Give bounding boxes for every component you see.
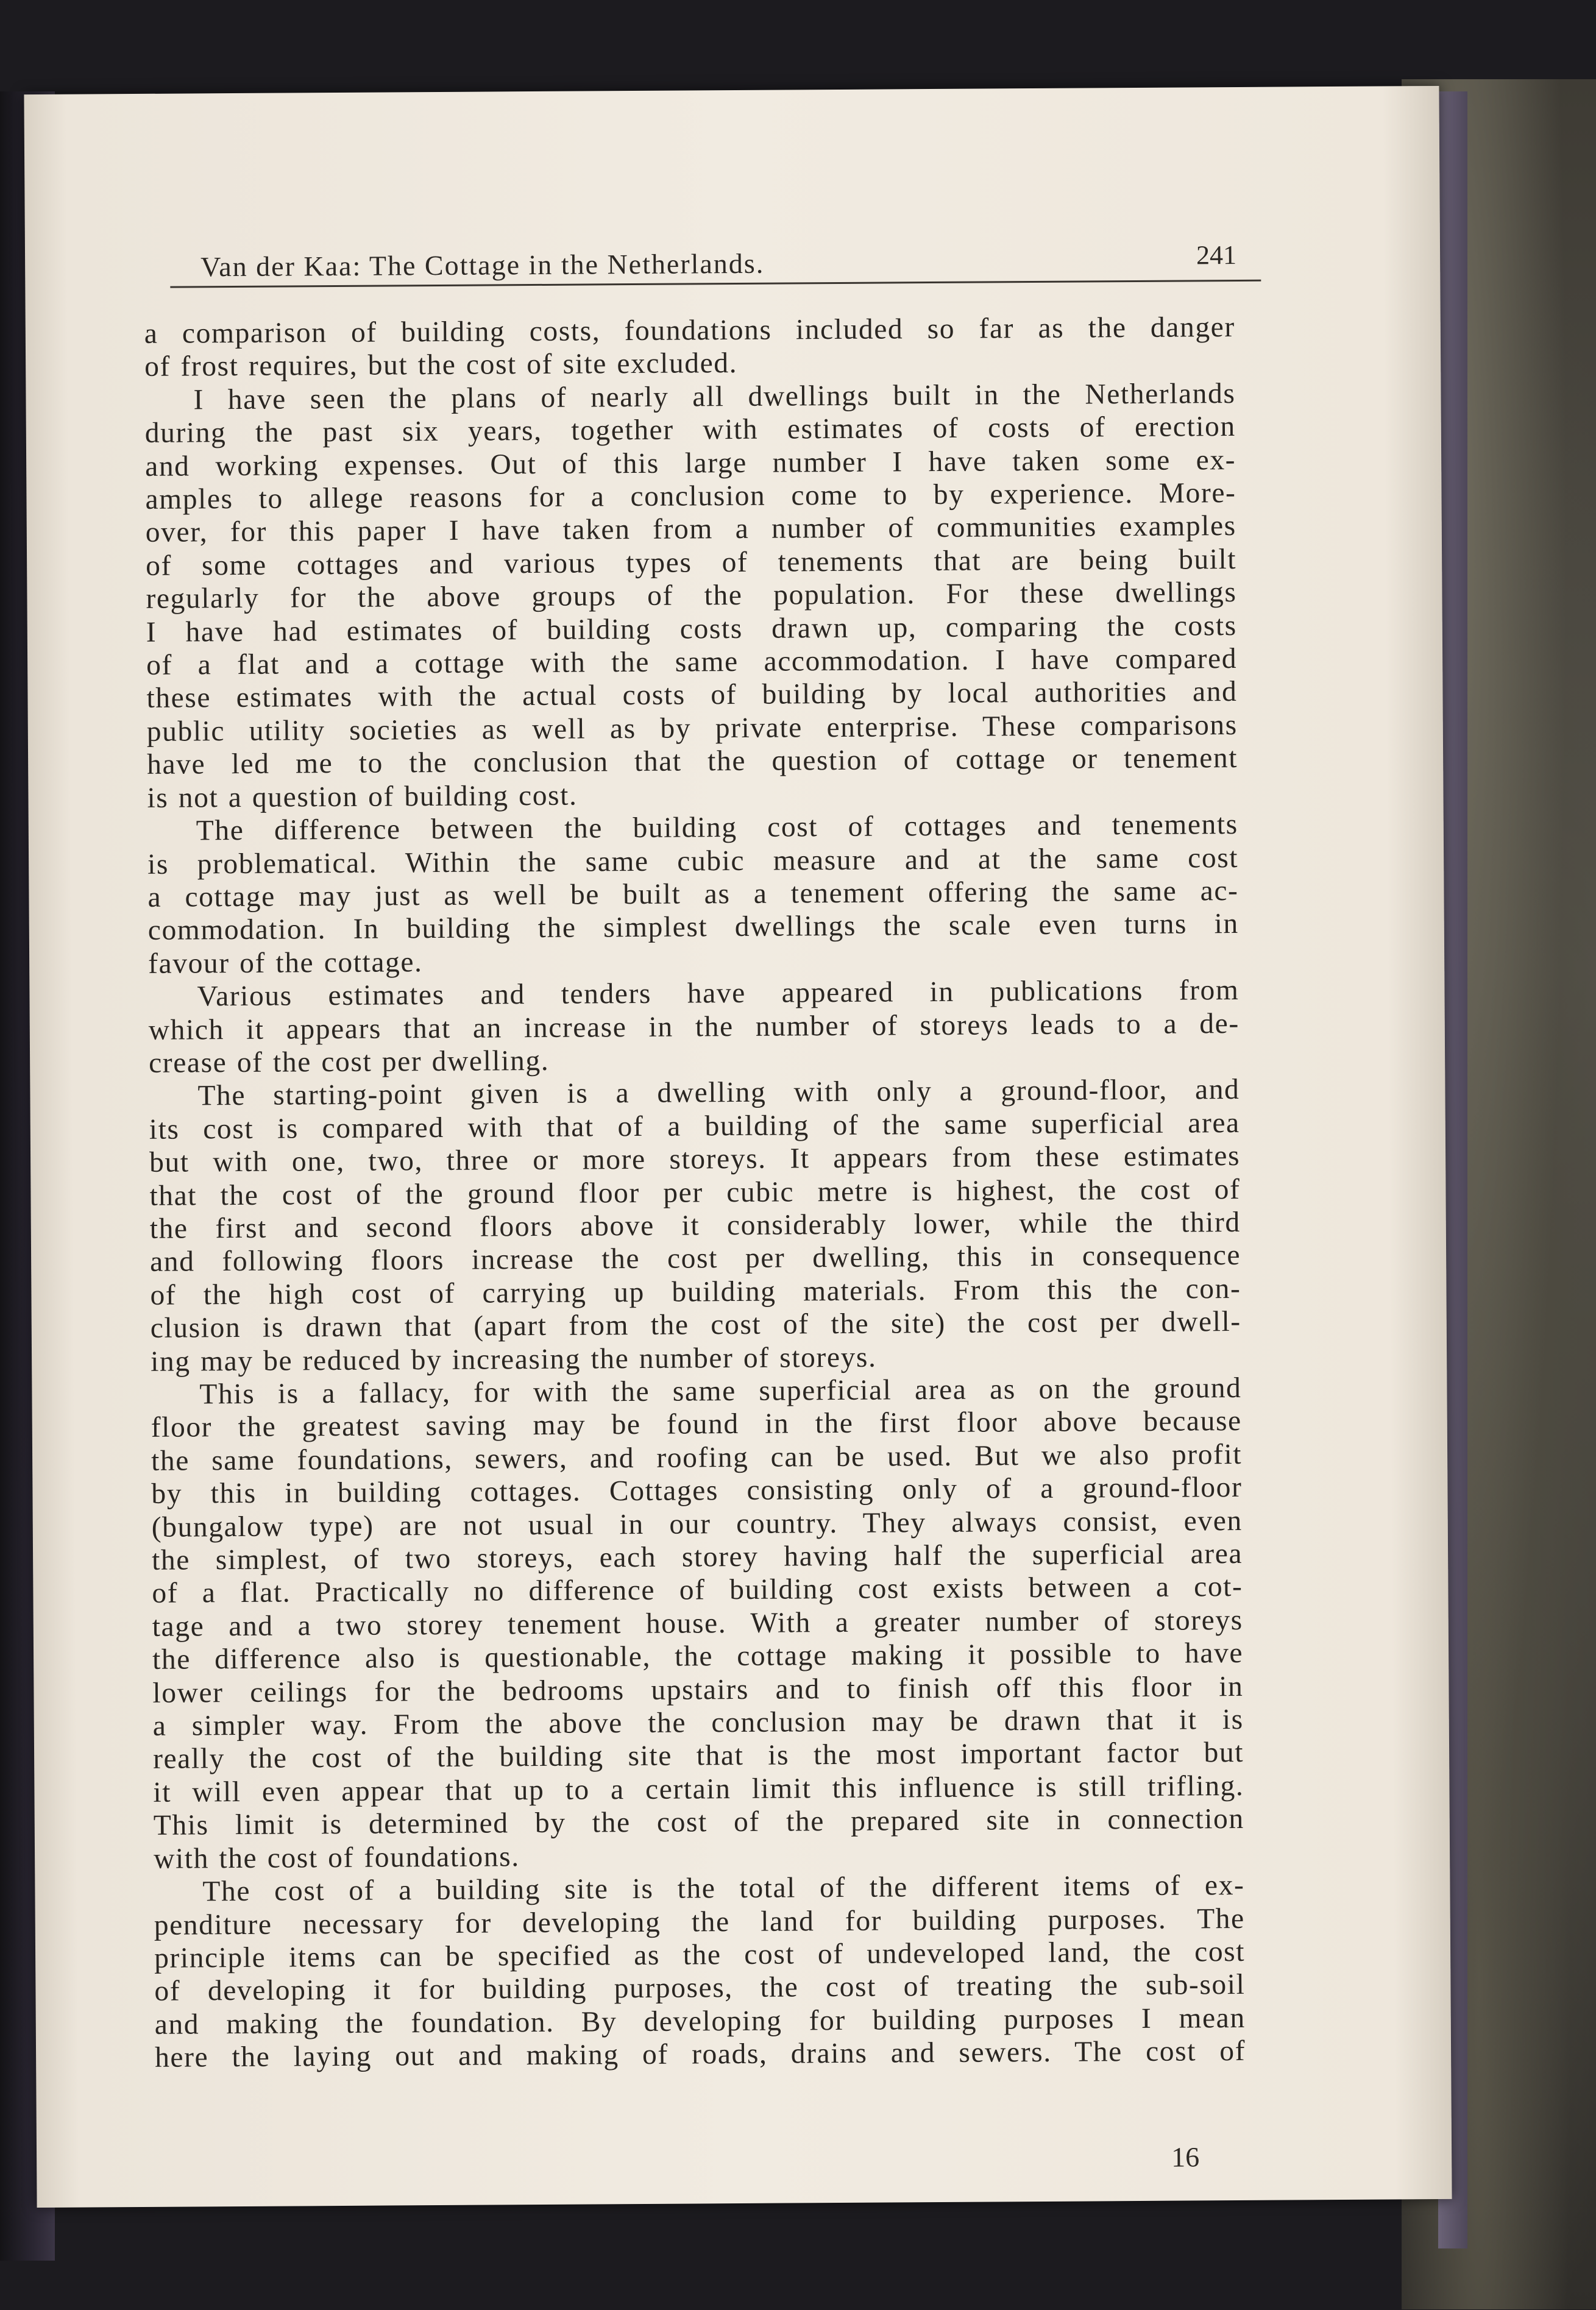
text-line: it will even appear that up to a certain limit this influence is still trifling. xyxy=(153,1770,1244,1809)
text-line: This is a fallacy, for with the same superficial area as on the ground xyxy=(199,1372,1242,1411)
text-line: I have seen the plans of nearly all dwellings built in the Netherlands xyxy=(193,377,1236,416)
running-title: Van der Kaa: The Cottage in the Netherlands. xyxy=(200,247,765,283)
text-line: the simplest, of two storeys, each storey having half the superficial area xyxy=(151,1537,1243,1576)
book-page xyxy=(24,86,1452,2208)
text-line: of developing it for building purposes, the cost of treating the sub-soil xyxy=(154,1969,1246,2008)
text-line: amples to allege reasons for a conclusion come to by experience. More- xyxy=(145,477,1236,515)
signature-mark: 16 xyxy=(1171,2141,1200,2173)
text-line: This limit is determined by the cost of the prepared site in connection xyxy=(153,1803,1244,1842)
text-line: Various estimates and tenders have appeared in publications from xyxy=(197,974,1240,1013)
text-line: and following floors increase the cost per dwelling, this in consequence xyxy=(149,1239,1241,1278)
text-line: of a flat and a cottage with the same accommodation. I have compared xyxy=(146,643,1238,681)
text-line: penditure necessary for developing the land for building purposes. The xyxy=(154,1902,1245,1941)
text-line: of a flat. Practically no difference of building cost exists between a cot- xyxy=(152,1571,1243,1610)
text-line: The difference between the building cost of cottages and tenements xyxy=(196,809,1238,847)
text-line: (bungalow type) are not usual in our country. They always consist, even xyxy=(151,1504,1243,1543)
text-line: here the laying out and making of roads, drains and sewers. The cost of xyxy=(154,2035,1246,2074)
text-line: its cost is compared with that of a building of the same superficial area xyxy=(149,1107,1240,1146)
text-line: lower ceilings for the bedrooms upstairs and to finish off this floor in xyxy=(152,1670,1244,1709)
text-line: favour of the cottage. xyxy=(147,946,423,980)
text-line: clusion is drawn that (apart from the cost of the site) the cost per dwell- xyxy=(150,1306,1241,1345)
text-line: tage and a two storey tenement house. With a greater number of storeys xyxy=(152,1604,1243,1643)
page-number: 241 xyxy=(1196,239,1237,271)
text-line: the same foundations, sewers, and roofing can be used. But we also profit xyxy=(151,1438,1243,1477)
text-line: regularly for the above groups of the population. For these dwellings xyxy=(146,576,1237,615)
text-line: by this in building cottages. Cottages consisting only of a ground-floor xyxy=(151,1472,1243,1511)
text-line: and working expenses. Out of this large number I have taken some ex- xyxy=(145,444,1236,483)
text-line: during the past six years, together with estimates of costs of erection xyxy=(144,411,1236,450)
text-line: the first and second floors above it considerably lower, while the third xyxy=(149,1206,1241,1245)
text-line: crease of the cost per dwelling. xyxy=(148,1044,550,1079)
text-line: these estimates with the actual costs of building by local authorities and xyxy=(146,676,1238,715)
text-line: with the cost of foundations. xyxy=(153,1840,520,1875)
text-line: but with one, two, three or more storeys. It appears from these estimates xyxy=(149,1140,1241,1179)
running-head xyxy=(170,231,1261,288)
text-line: the difference also is questionable, the cottage making it possible to have xyxy=(152,1637,1244,1676)
text-line: have led me to the conclusion that the question of cottage or tenement xyxy=(146,742,1238,781)
text-line: floor the greatest saving may be found in the first floor above because xyxy=(151,1405,1242,1444)
text-line: over, for this paper I have taken from a number of communities examples xyxy=(145,510,1236,549)
text-line: principle items can be specified as the cost of undeveloped land, the cost xyxy=(154,1935,1246,1974)
text-line: is not a question of building cost. xyxy=(147,779,578,814)
text-line: of frost requires, but the cost of site excluded. xyxy=(144,347,738,383)
text-line: and making the foundation. By developing for building purposes I mean xyxy=(154,2002,1246,2041)
text-line: a cottage may just as well be built as a tenement offering the same ac- xyxy=(147,874,1239,913)
text-line: I have had estimates of building costs drawn up, comparing the costs xyxy=(146,609,1237,648)
text-line: a comparison of building costs, foundations included so far as the danger xyxy=(144,311,1235,350)
text-line: The cost of a building site is the total of the different items of ex- xyxy=(202,1869,1245,1908)
text-line: is problematical. Within the same cubic measure and at the same cost xyxy=(147,841,1239,880)
text-line: which it appears that an increase in the number of storeys leads to a de- xyxy=(148,1007,1240,1046)
body-text xyxy=(144,311,1246,2074)
text-line: commodation. In building the simplest dwellings the scale even turns in xyxy=(147,908,1239,947)
text-line: a simpler way. From the above the conclusion may be drawn that it is xyxy=(152,1704,1244,1742)
text-line: The starting-point given is a dwelling with only a ground-floor, and xyxy=(197,1074,1240,1112)
text-line: of some cottages and various types of tenements that are being built xyxy=(146,543,1237,582)
text-line: of the high cost of carrying up building materials. From this the con- xyxy=(150,1272,1241,1311)
text-line: public utility societies as well as by private enterprise. These comparisons xyxy=(146,709,1238,748)
text-line: really the cost of the building site that is the most important factor but xyxy=(152,1737,1244,1776)
text-line: ing may be reduced by increasing the number of storeys. xyxy=(150,1341,877,1378)
text-line: that the cost of the ground floor per cubic metre is highest, the cost of xyxy=(149,1173,1241,1212)
